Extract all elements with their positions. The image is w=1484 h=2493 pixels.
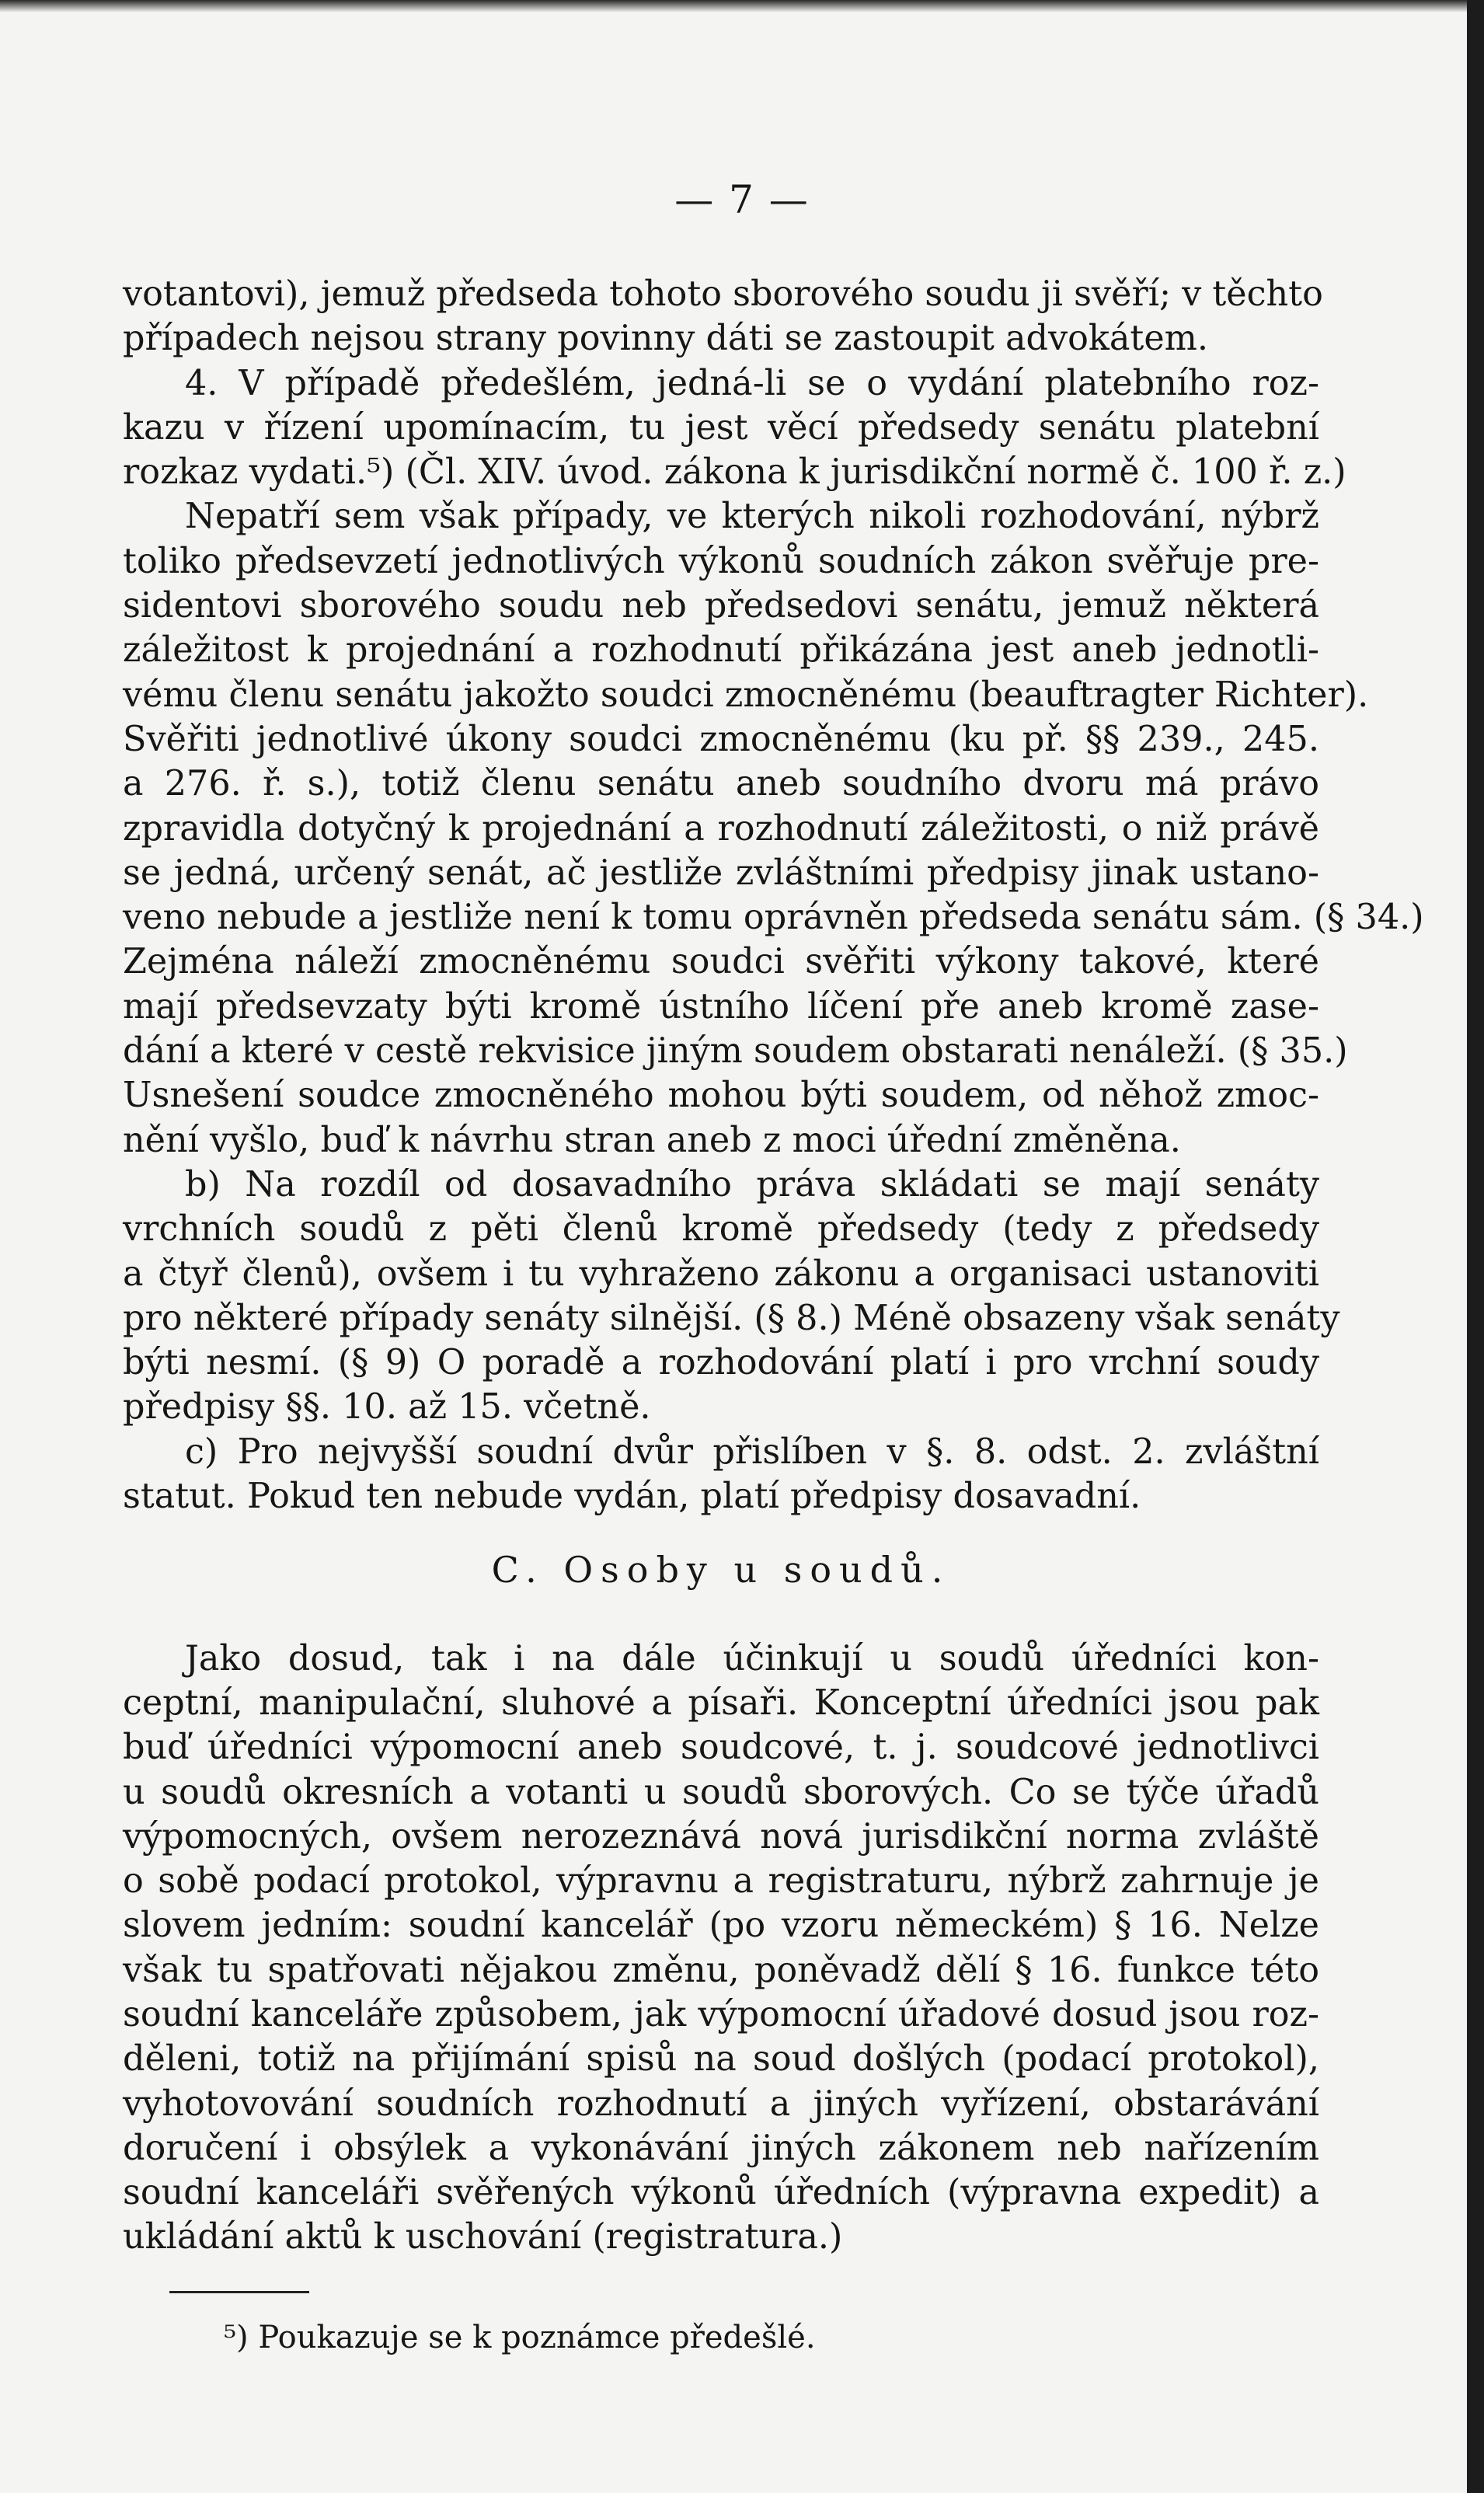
text-line: dání a které v cestě rekvisice jiným soudem obstarati nenáleží. (§ 35.)	[123, 1031, 1348, 1072]
text-line: výpomocných, ovšem nerozeznává nová jurisdikční norma zvláště	[123, 1816, 1319, 1857]
text-line: předpisy §§. 10. až 15. včetně.	[123, 1387, 651, 1428]
text-line: záležitost k projednání a rozhodnutí přikázána jest aneb jednotli-	[123, 630, 1319, 671]
scan-edge-right	[1467, 0, 1484, 2493]
text-line: buď úředníci výpomocní aneb soudcové, t. j. soudcové jednotlivci	[123, 1728, 1319, 1768]
text-line: statut. Pokud ten nebude vydán, platí předpisy dosavadní.	[123, 1477, 1141, 1517]
scan-edge-top	[0, 0, 1484, 12]
text-line: býti nesmí. (§ 9) O poradě a rozhodování platí i pro vrchní soudy	[123, 1343, 1319, 1383]
text-line: však tu spatřovati nějakou změnu, poněvadž dělí § 16. funkce této	[123, 1950, 1319, 1990]
text-line: sidentovi sborového soudu neb předsedovi senátu, jemuž některá	[123, 586, 1319, 626]
text-line: případech nejsou strany povinny dáti se zastoupit advokátem.	[123, 319, 1208, 359]
text-line: Zejména náleží zmocněnému soudci svěřiti výkony takové, které	[123, 942, 1319, 982]
text-line: a 276. ř. s.), totiž členu senátu aneb soudního dvoru má právo	[123, 764, 1319, 804]
section-heading: C. Osoby u soudů.	[491, 1549, 951, 1592]
text-line: ceptní, manipulační, sluhové a písaři. Konceptní úředníci jsou pak	[123, 1682, 1319, 1723]
text-line: kazu v řízení upomínacím, tu jest věcí předsedy senátu platební	[123, 407, 1319, 448]
text-line: b) Na rozdíl od dosavadního práva skládati se mají senáty	[185, 1164, 1319, 1205]
text-line: děleni, totiž na přijímání spisů na soud došlých (podací protokol),	[123, 2039, 1319, 2080]
text-line: zpravidla dotyčný k projednání a rozhodnutí záležitosti, o niž právě	[123, 808, 1319, 849]
text-line: Usnešení soudce zmocněného mohou býti soudem, od něhož zmoc-	[123, 1076, 1319, 1116]
text-line: soudní kanceláře způsobem, jak výpomocní úřadové dosud jsou roz-	[123, 1994, 1319, 2034]
text-line: pro některé případy senáty silnější. (§ 8.) Méně obsazeny však senáty	[123, 1298, 1340, 1338]
text-line: Jako dosud, tak i na dále účinkují u soudů úředníci kon-	[185, 1638, 1319, 1679]
text-line: 4. V případě předešlém, jedná-li se o vydání platebního roz-	[185, 363, 1319, 403]
text-line: vému členu senátu jakožto soudci zmocněnému (beauftragter Richter).	[123, 675, 1369, 715]
text-line: a čtyř členů), ovšem i tu vyhraženo zákonu a organisaci ustanoviti	[123, 1253, 1319, 1294]
text-line: soudní kanceláři svěřených výkonů úředních (výpravna expedit) a	[123, 2173, 1319, 2213]
text-line: ukládání aktů k uschování (registratura.)	[123, 2217, 843, 2258]
footnote-rule	[169, 2291, 309, 2293]
text-line: veno nebude a jestliže není k tomu oprávněn předseda senátu sám. (§ 34.)	[123, 898, 1424, 938]
text-line: mají předsevzaty býti kromě ústního líčení pře aneb kromě zase-	[123, 986, 1319, 1027]
text-line: o sobě podací protokol, výpravnu a registraturu, nýbrž zahrnuje je	[123, 1861, 1319, 1902]
text-line: votantovi), jemuž předseda tohoto sborového soudu ji svěří; v těchto	[123, 274, 1323, 314]
text-line: slovem jedním: soudní kancelář (po vzoru německém) § 16. Nelze	[123, 1905, 1319, 1946]
body-text	[123, 272, 1424, 2260]
footnote: ⁵) Poukazuje se k poznámce předešlé.	[224, 2320, 816, 2355]
text-line: vyhotovování soudních rozhodnutí a jiných vyřízení, obstarávání	[123, 2083, 1319, 2124]
text-line: doručení i obsýlek a vykonávání jiných zákonem neb nařízením	[123, 2128, 1319, 2168]
text-line: rozkaz vydati.⁵) (Čl. XIV. úvod. zákona k jurisdikční normě č. 100 ř. z.)	[123, 452, 1346, 493]
text-line: se jedná, určený senát, ač jestliže zvláštními předpisy jinak ustano-	[123, 853, 1319, 893]
page-number: — 7 —	[674, 177, 810, 222]
text-line: toliko předsevzetí jednotlivých výkonů soudních zákon svěřuje pre-	[123, 541, 1319, 581]
text-line: c) Pro nejvyšší soudní dvůr přislíben v §. 8. odst. 2. zvláštní	[185, 1431, 1319, 1472]
text-line: Nepatří sem však případy, ve kterých nikoli rozhodování, nýbrž	[185, 497, 1319, 537]
text-line: vrchních soudů z pěti členů kromě předsedy (tedy z předsedy	[123, 1209, 1319, 1250]
text-line: u soudů okresních a votanti u soudů sborových. Co se týče úřadů	[123, 1772, 1319, 1812]
text-line: Svěřiti jednotlivé úkony soudci zmocněnému (ku př. §§ 239., 245.	[123, 719, 1319, 759]
text-line: nění vyšlo, buď k návrhu stran aneb z moci úřední změněna.	[123, 1120, 1181, 1160]
